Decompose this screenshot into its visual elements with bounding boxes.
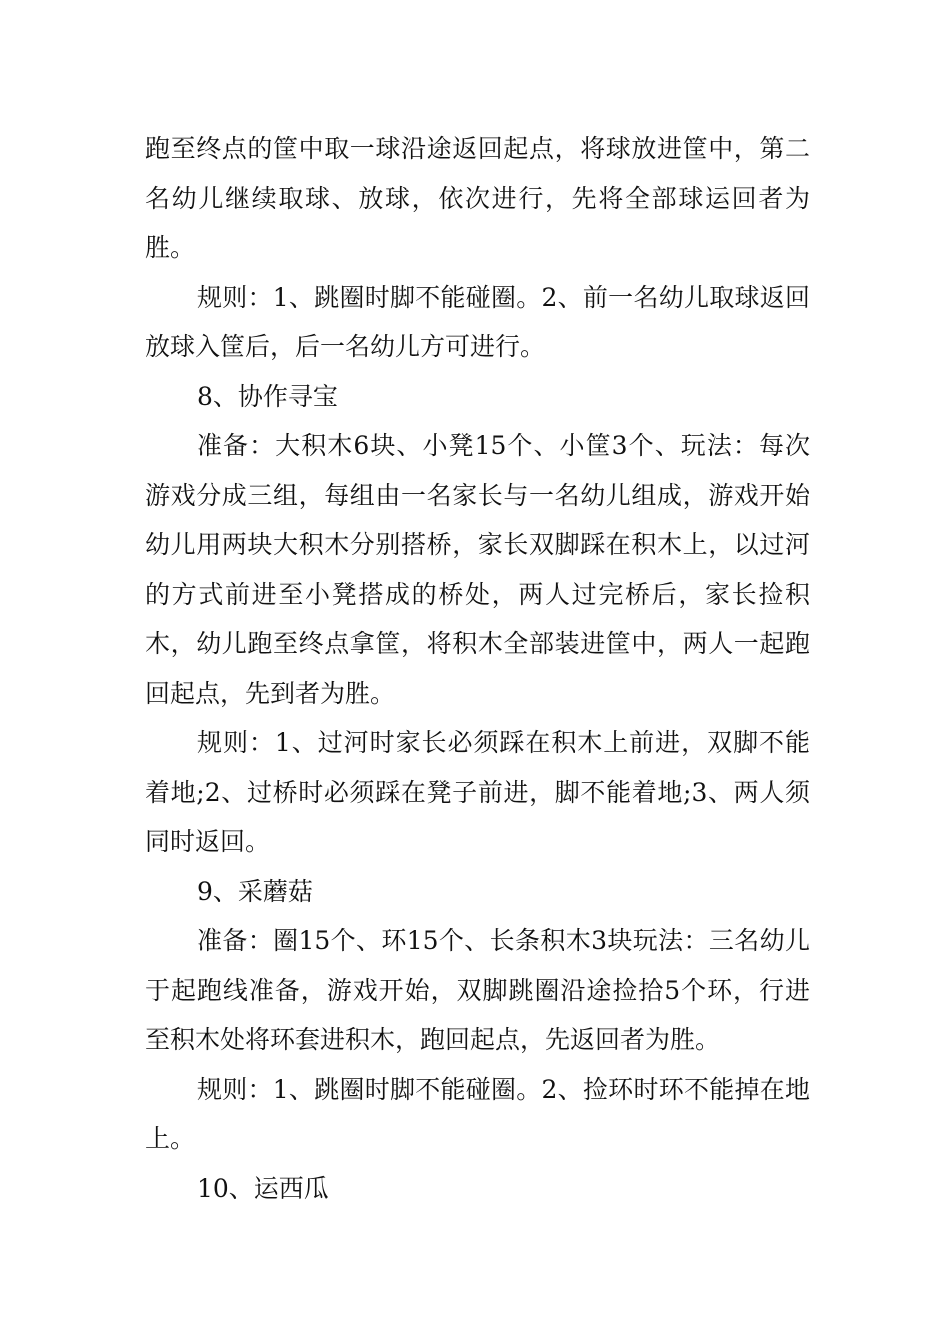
paragraph-rules-7: 规则：1、跳圈时脚不能碰圈。2、前一名幼儿取球返回放球入筐后，后一名幼儿方可进行。 xyxy=(145,282,810,361)
paragraph-preparation-9: 准备：圈15个、环15个、长条积木3块玩法：三名幼儿于起跑线准备，游戏开始，双脚跳圈沿途捡拾5个环，行进至积木处将环套进积木，跑回起点，先返回者为胜。 xyxy=(145,926,810,1054)
paragraph-preparation-8: 准备：大积木6块、小凳15个、小筐3个、玩法：每次游戏分成三组，每组由一名家长与一名幼儿组成，游戏开始幼儿用两块大积木分别搭桥，家长双脚踩在积木上，以过河的方式前进至小凳搭成的桥处，两人过完桥后，家长捡积木，幼儿跑至终点拿筐，将积木全部装进筐中，两人一起跑回起点，先到者为胜。 xyxy=(145,431,810,708)
section-heading-8: 8、协作寻宝 xyxy=(197,381,338,411)
paragraph-rules-9: 规则：1、跳圈时脚不能碰圈。2、捡环时环不能掉在地上。 xyxy=(145,1074,810,1153)
section-heading-9: 9、采蘑菇 xyxy=(197,876,313,906)
paragraph-continuation: 跑至终点的筐中取一球沿途返回起点，将球放进筐中，第二名幼儿继续取球、放球，依次进行，先将全部球运回者为胜。 xyxy=(145,134,810,262)
paragraph-rules-8: 规则：1、过河时家长必须踩在积木上前进，双脚不能着地;2、过桥时必须踩在凳子前进，脚不能着地;3、两人须同时返回。 xyxy=(145,728,810,856)
section-heading-10: 10、运西瓜 xyxy=(197,1173,329,1203)
document-body xyxy=(145,124,810,1213)
